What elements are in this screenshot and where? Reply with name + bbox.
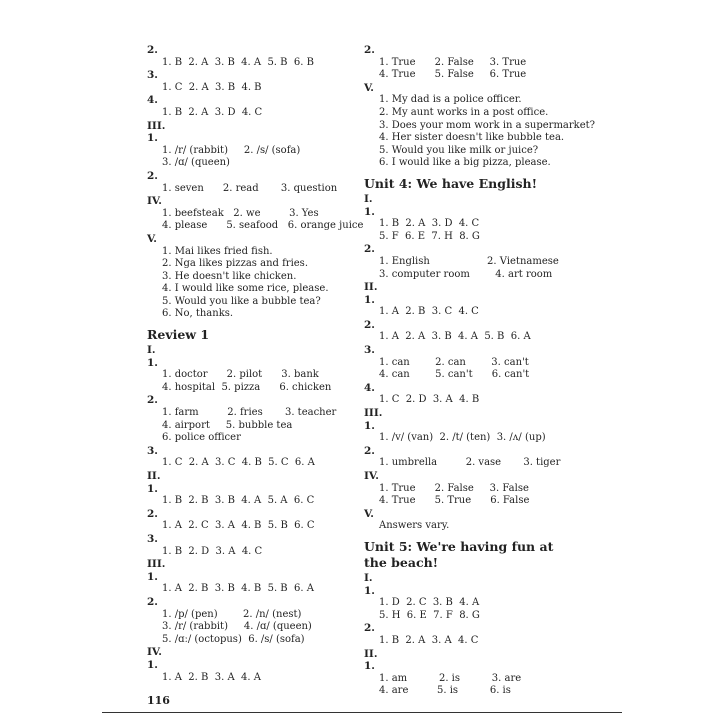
answer-line: 1. B 2. B 3. B 4. A 5. A 6. C: [162, 495, 315, 507]
right-column: [364, 44, 596, 698]
unit-title: Unit 4: We have English!: [364, 175, 538, 191]
section-number: 2.: [364, 622, 375, 635]
section-number: 2.: [364, 44, 375, 56]
section-number: III.: [147, 558, 166, 571]
answer-line: 1. C 2. A 3. B 4. B: [162, 81, 262, 93]
section-number: 2.: [147, 44, 158, 56]
section-number: 3.: [147, 69, 158, 82]
answer-line: 1. /p/ (pen) 2. /n/ (nest): [162, 608, 302, 620]
section-number: 1.: [364, 293, 375, 306]
answer-line: 1. A 2. A 3. B 4. A 5. B 6. A: [379, 331, 531, 343]
answer-line: 1. B 2. A 3. D 4. C: [379, 218, 480, 230]
answer-line: 1. B 2. A 3. B 4. A 5. B 6. B: [162, 56, 314, 68]
section-number: 1.: [364, 584, 375, 597]
answer-line: 1. umbrella 2. vase 3. tiger: [379, 457, 561, 469]
answer-line: 5. F 6. E 7. H 8. G: [379, 230, 480, 242]
answer-line: 1. /v/ (van) 2. /t/ (ten) 3. /ʌ/ (up): [379, 432, 546, 444]
answer-line: 4. True 5. True 6. False: [379, 495, 530, 507]
section-number: V.: [147, 232, 157, 245]
section-number: 2.: [364, 318, 375, 331]
section-number: 1.: [147, 570, 158, 583]
section-number: 1.: [364, 660, 375, 673]
answer-line: 1. True 2. False 3. False: [379, 482, 529, 494]
section-number: IV.: [147, 195, 162, 208]
section-number: II.: [364, 647, 378, 660]
left-column: [147, 44, 377, 684]
answer-line: 1. /r/ (rabbit) 2. /s/ (sofa): [162, 144, 301, 156]
section-number: 2.: [147, 394, 158, 407]
section-number: 2.: [147, 507, 158, 520]
page-number: 116: [147, 694, 170, 707]
answer-line: 1. C 2. D 3. A 4. B: [379, 394, 480, 406]
answer-line: 1. A 2. B 3. B 4. B 5. B 6. A: [162, 583, 314, 595]
answer-line: 1. C 2. A 3. C 4. B 5. C 6. A: [162, 457, 315, 469]
section-number: I.: [147, 344, 156, 357]
answer-line: 4. Her sister doesn't like bubble tea.: [379, 132, 565, 144]
answer-line: 4. airport 5. bubble tea: [162, 419, 293, 431]
section-number: III.: [364, 407, 383, 420]
answer-line: 1. My dad is a police officer.: [379, 94, 522, 106]
section-number: 1.: [147, 482, 158, 495]
section-number: 4.: [147, 94, 158, 107]
answer-line: 1. A 2. B 3. A 4. A: [162, 671, 261, 683]
answer-line: 4. can 5. can't 6. can't: [379, 369, 530, 381]
section-number: I.: [364, 571, 373, 584]
footer-rule: [102, 712, 622, 713]
answer-line: 3. He doesn't like chicken.: [162, 270, 297, 282]
answer-line: 3. Does your mom work in a supermarket?: [379, 119, 596, 131]
answer-line: 5. Would you like a bubble tea?: [162, 295, 321, 307]
answer-line: 1. farm 2. fries 3. teacher: [162, 407, 337, 419]
answer-line: 6. police officer: [162, 432, 241, 444]
answer-line: 1. am 2. is 3. are: [379, 672, 522, 684]
answer-line: 5. Would you like milk or juice?: [379, 144, 539, 156]
answer-line: 5. H 6. E 7. F 8. G: [379, 609, 480, 621]
answer-line: 4. hospital 5. pizza 6. chicken: [162, 381, 332, 393]
answer-line: Answers vary.: [379, 520, 450, 532]
answer-line: 2. My aunt works in a post office.: [379, 106, 549, 118]
section-number: IV.: [147, 646, 162, 659]
unit-title: Unit 5: We're having fun at the beach!: [364, 538, 554, 570]
section-number: V.: [364, 507, 374, 520]
section-number: 4.: [364, 381, 375, 394]
section-number: 3.: [364, 344, 375, 357]
section-number: 3.: [147, 532, 158, 545]
section-number: 2.: [364, 243, 375, 256]
section-number: I.: [364, 192, 373, 205]
section-number: 1.: [147, 658, 158, 671]
answer-line: 5. /ɑː/ (octopus) 6. /s/ (sofa): [162, 633, 305, 645]
answer-line: 1. English 2. Vietnamese: [379, 255, 559, 267]
section-number: 1.: [364, 205, 375, 218]
answer-line: 1. seven 2. read 3. question: [162, 182, 338, 194]
answer-line: 3. computer room 4. art room: [379, 268, 553, 280]
section-number: V.: [364, 81, 374, 94]
answer-line: 1. B 2. A 3. D 4. C: [162, 106, 263, 118]
section-number: II.: [147, 470, 161, 482]
section-number: 2.: [147, 595, 158, 608]
answer-line: 4. I would like some rice, please.: [162, 283, 329, 295]
answer-line: 1. can 2. can 3. can't: [379, 356, 529, 368]
answer-line: 1. A 2. C 3. A 4. B 5. B 6. C: [162, 520, 315, 532]
answer-line: 1. D 2. C 3. B 4. A: [379, 597, 480, 609]
answer-line: 4. are 5. is 6. is: [379, 685, 511, 697]
answer-line: 1. Mai likes fried fish.: [162, 245, 273, 257]
answer-line: 4. True 5. False 6. True: [379, 69, 527, 81]
answer-line: 4. please 5. seafood 6. orange juice: [162, 220, 364, 232]
unit-title: Review 1: [147, 327, 210, 343]
section-number: 2.: [147, 169, 158, 182]
section-number: III.: [147, 119, 166, 132]
section-number: 3.: [147, 444, 158, 457]
section-number: 1.: [147, 132, 158, 145]
section-number: 1.: [364, 419, 375, 432]
section-number: 2.: [364, 444, 375, 457]
answer-line: 6. I would like a big pizza, please.: [379, 157, 551, 169]
section-number: II.: [364, 281, 378, 294]
answer-line: 1. A 2. B 3. C 4. C: [379, 306, 479, 318]
answer-line: 2. Nga likes pizzas and fries.: [162, 258, 308, 270]
answer-line: 6. No, thanks.: [162, 308, 234, 320]
answer-line: 1. doctor 2. pilot 3. bank: [162, 369, 319, 381]
answer-line: 3. /ɑ/ (queen): [162, 157, 230, 169]
answer-line: 1. True 2. False 3. True: [379, 56, 527, 68]
section-number: IV.: [364, 470, 379, 482]
answer-line: 1. B 2. D 3. A 4. C: [162, 545, 263, 557]
section-number: 1.: [147, 356, 158, 369]
answer-line: 1. beefsteak 2. we 3. Yes: [162, 207, 319, 219]
answer-line: 1. B 2. A 3. A 4. C: [379, 634, 479, 646]
answer-line: 3. /r/ (rabbit) 4. /ɑ/ (queen): [162, 621, 312, 633]
